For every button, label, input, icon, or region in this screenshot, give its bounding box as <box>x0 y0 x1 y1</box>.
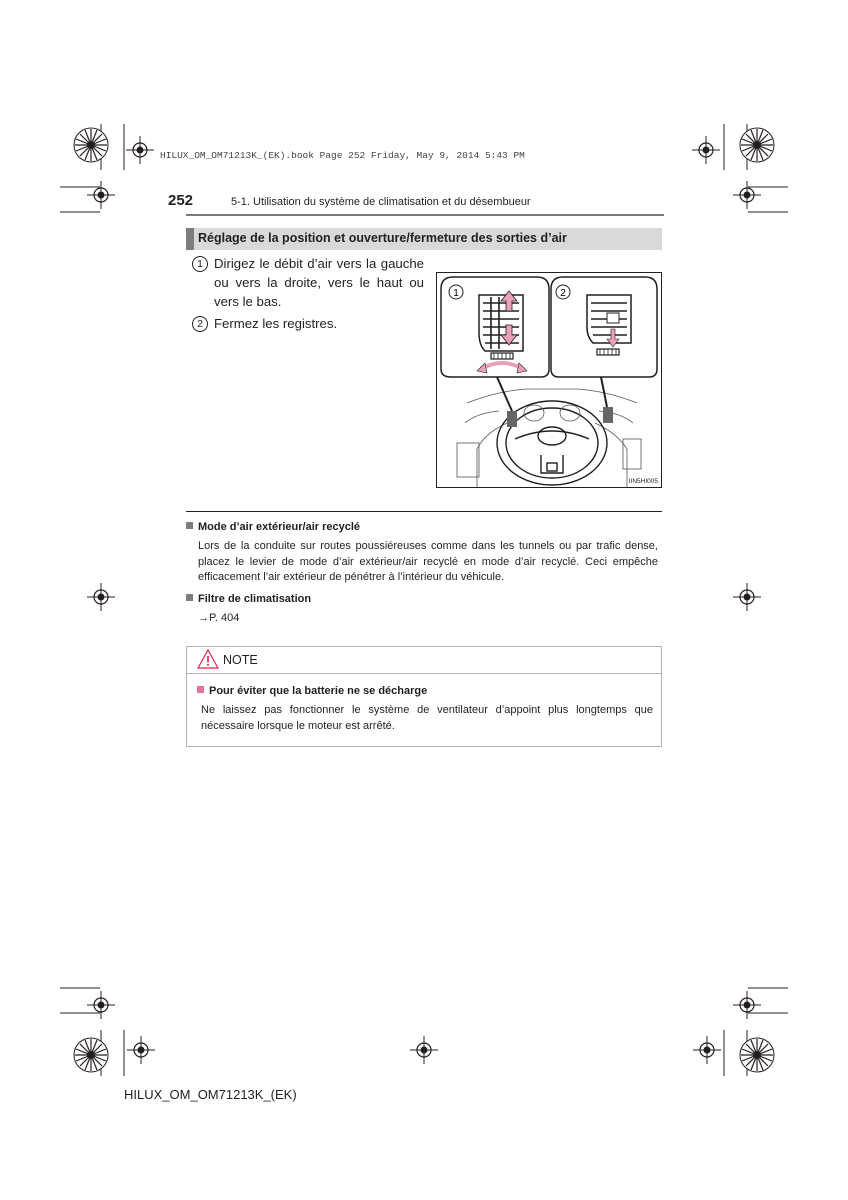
page-number: 252 <box>168 192 194 209</box>
figure-code: IIN5HI005 <box>628 478 658 485</box>
dashboard-vents-drawing <box>437 273 661 487</box>
section-title: 5-1. Utilisation du système de climatisation et du désembueur <box>231 196 531 208</box>
note-heading-text: Filtre de climatisation <box>198 593 312 605</box>
content-rule <box>186 511 662 512</box>
page-reference: →P. 404 <box>198 612 240 624</box>
header-rule <box>186 214 664 216</box>
warning-triangle-icon <box>197 649 219 669</box>
notice-heading-text: Pour éviter que la batterie ne se décharge <box>209 685 428 697</box>
pink-square-bullet <box>197 686 204 693</box>
notice-header <box>187 647 661 674</box>
step-1 <box>192 254 424 314</box>
air-vent-illustration <box>436 272 662 488</box>
note-heading-1 <box>186 521 360 533</box>
step-text: Dirigez le débit d’air vers la gauche ou vers la droite, vers le haut ou vers le bas. <box>214 256 424 309</box>
note-heading-text: Mode d’air extérieur/air recyclé <box>198 521 361 533</box>
step-number: 1 <box>192 256 208 272</box>
subsection-heading <box>186 228 662 250</box>
print-info-line: HILUX_OM_OM71213K_(EK).book Page 252 Friday, May 9, 2014 5:43 PM <box>160 150 525 161</box>
gray-square-bullet <box>186 594 193 601</box>
note-heading-2 <box>186 593 311 605</box>
footer-document-id: HILUX_OM_OM71213K_(EK) <box>124 1087 297 1102</box>
notice-box <box>186 646 662 747</box>
notice-label: NOTE <box>223 653 258 667</box>
heading-bar <box>186 228 194 250</box>
step-2 <box>192 314 424 336</box>
notice-text: Ne laissez pas fonctionner le système de ventilateur d’appoint plus longtemps que nécessaire lorsque le moteur est arrêté. <box>201 704 653 732</box>
notice-heading <box>197 685 427 697</box>
note-text-1: Lors de la conduite sur routes poussiéreuses comme dans les tunnels ou par trafic dense, placez le levier de mode d’air extérieur/air recyclé en mode d’air recyclé. Ceci empêche efficacement l’air extérieur de pénétrer à l’intérieur du véhicule. <box>198 540 658 583</box>
step-number: 2 <box>192 316 208 332</box>
figure-callout-1: 1 <box>453 288 459 299</box>
gray-square-bullet <box>186 522 193 529</box>
figure-callout-2: 2 <box>560 288 566 299</box>
subsection-title: Réglage de la position et ouverture/fermeture des sorties d’air <box>198 231 567 245</box>
step-text: Fermez les registres. <box>214 316 338 331</box>
